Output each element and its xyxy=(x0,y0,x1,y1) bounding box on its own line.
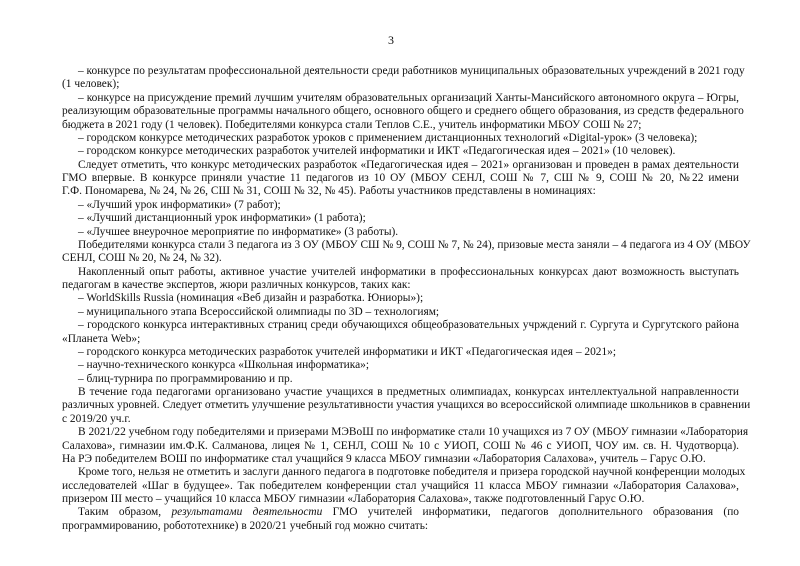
text-segment: ГМО учителей информатики, педагогов дополнительного образования (по xyxy=(322,506,739,519)
paragraph xyxy=(62,212,739,225)
text-segment: Таким образом, xyxy=(78,506,172,519)
document-body xyxy=(62,65,751,533)
text-segment: Кроме того, нельзя не отметить и заслуги данного педагога в подготовке победителя и призера городской научной конференции молодых xyxy=(78,466,746,479)
paragraph xyxy=(62,346,739,359)
text-line xyxy=(62,212,739,225)
text-line xyxy=(62,453,739,466)
text-segment: ГМО впервые. В конкурсе приняли участие 11 педагогов из 10 ОУ (МБОУ СЕНЛ, СОШ № 7, СШ № 9, СОШ № 20, №22 имени xyxy=(62,172,739,184)
text-line xyxy=(62,480,739,493)
text-line xyxy=(62,199,739,212)
text-line xyxy=(62,185,739,198)
text-segment: педагогам в качестве экспертов, жюри различных конкурсов, таких как: xyxy=(62,279,411,291)
paragraph xyxy=(62,386,751,426)
text-segment: Победителями конкурса стали 3 педагога из 3 ОУ (МБОУ СШ № 9, СОШ № 7, № 24), призовые места заняли – 4 педагога из 4 ОУ (МБОУ xyxy=(78,238,751,251)
text-segment: – городском конкурсе методических разработок уроков с применением дистанционных технологий «Digital-урок» (3 человека); xyxy=(78,131,698,144)
text-line xyxy=(62,319,739,332)
paragraph xyxy=(62,132,739,145)
text-line xyxy=(62,373,739,386)
text-segment: Следует отметить, что конкурс методических разработок «Педагогическая идея – 2021» организован и проведен в рамах деятельности xyxy=(78,158,739,171)
text-segment: В 2021/22 учебном году победителями и призерами МЭВоШ по информатике стали 10 учащихся из 7 ОУ (МБОУ гимназии «Лаборатория xyxy=(78,426,749,439)
text-segment: «Планета Web»; xyxy=(62,332,141,345)
text-segment: Г.Ф. Пономарева, № 24, № 26, СШ № 31, СОШ № 32, № 45). Работы участников представлены в номинациях: xyxy=(62,185,596,198)
paragraph xyxy=(62,238,751,266)
text-line xyxy=(62,226,739,239)
text-segment: – «Лучший дистанционный урок информатики» (1 работа); xyxy=(78,212,366,225)
text-line xyxy=(62,520,739,533)
text-line xyxy=(62,132,739,145)
paragraph xyxy=(62,506,739,533)
text-line xyxy=(62,359,739,372)
text-line xyxy=(62,252,739,265)
paragraph xyxy=(62,159,739,199)
text-segment: различных уровней. Следует отметить улучшение результативности участия учащихся во всероссийской олимпиаде школьников в сравнении xyxy=(62,399,751,412)
text-line xyxy=(62,159,739,172)
text-segment: исследователей «Шаг в будущее». Так победителем конференции стал учащийся 11 класса МБОУ гимназии «Лаборатория Салахова», xyxy=(62,479,739,492)
text-line xyxy=(62,292,739,305)
italic-text: результатами деятельности xyxy=(171,506,323,519)
text-segment: – «Лучшее внеурочное мероприятие по информатике» (3 работы). xyxy=(78,225,399,238)
text-line xyxy=(62,333,739,346)
text-line xyxy=(62,413,739,426)
text-line xyxy=(62,145,739,158)
paragraph xyxy=(62,91,744,132)
text-segment: – городском конкурсе методических разработок учителей информатики и ИКТ «Педагогическая идея – 2021» (10 человек). xyxy=(78,145,676,158)
text-segment: СЕНЛ, СОШ № 20, № 24, № 32). xyxy=(62,252,222,265)
text-segment: – городского конкурса методических разработок учителей информатики и ИКТ «Педагогическая идея – 2021»; xyxy=(78,345,617,358)
text-line xyxy=(62,466,746,479)
text-segment: – муниципального этапа Всероссийской олимпиады по 3D – технологиям; xyxy=(78,305,440,318)
text-line xyxy=(62,346,739,359)
text-line xyxy=(62,493,739,506)
text-segment: с 2019/20 уч.г. xyxy=(62,412,131,425)
text-segment: – «Лучший урок информатики» (7 работ); xyxy=(78,198,281,211)
paragraph xyxy=(62,466,746,506)
paragraph xyxy=(62,359,739,372)
text-segment: – конкурсе по результатам профессиональной деятельности среди работников муниципальных образовательных учреждений в 2021 году xyxy=(78,65,745,77)
text-line xyxy=(62,440,739,453)
text-segment: – городского конкурса интерактивных страниц среди обучающихся общеобразовательных учрждений г. Сургута и Сургутского района xyxy=(78,319,739,332)
text-segment: (1 человек); xyxy=(62,78,120,91)
text-segment: На РЭ победителем ВОШ по информатике стал учащийся 9 класса МБОУ гимназии «Лаборатория Салахова», учитель – Гарус О.Ю. xyxy=(62,452,706,465)
text-line xyxy=(62,506,739,519)
paragraph xyxy=(62,426,749,466)
text-line xyxy=(62,78,739,91)
text-line xyxy=(62,279,739,292)
page-number: 3 xyxy=(388,33,394,47)
text-line xyxy=(62,238,751,252)
text-line xyxy=(62,92,739,105)
text-segment: Накопленный опыт работы, активное участие учителей информатики в профессиональных конкурсах дают возможность выступать xyxy=(78,265,739,278)
text-line xyxy=(62,119,739,132)
text-segment: программированию, робототехнике) в 2020/21 учебный год можно считать: xyxy=(62,519,429,532)
paragraph xyxy=(62,292,739,305)
text-segment: В течение года педагогами организовано участие учащихся в предметных олимпиадах, конкурсах интеллектуальной направленности xyxy=(78,386,739,398)
paragraph xyxy=(62,266,739,293)
text-segment: реализующим образовательные программы начального общего, основного общего и среднего общего образования, из средств федерального xyxy=(62,105,744,118)
text-segment: – конкурсе на присуждение премий лучшим учителям образовательных организаций Ханты-Мансийского автономного округа – Югры, xyxy=(78,91,739,104)
paragraph xyxy=(62,319,739,346)
text-line xyxy=(62,266,739,279)
text-line xyxy=(62,306,739,319)
text-line xyxy=(62,399,751,412)
paragraph xyxy=(62,65,745,92)
text-line xyxy=(62,105,744,118)
text-segment: – WorldSkills Russia (номинация «Веб дизайн и разработка. Юниоры»); xyxy=(78,292,424,305)
paragraph xyxy=(62,226,739,239)
paragraph xyxy=(62,373,739,386)
text-segment: – блиц-турнира по программированию и пр. xyxy=(78,372,293,385)
text-segment: бюджета в 2021 году (1 человек). Победителями конкурса стали Теплов С.Е., учитель информатики МБОУ СОШ № 27; xyxy=(62,118,642,131)
text-segment: призером III место – учащийся 10 класса МБОУ гимназии «Лаборатория Салахова», также подготовленный Гарус О.Ю. xyxy=(62,493,645,505)
text-segment: Салахова», гимназии им.Ф.К. Салманова, лицея № 1, СЕНЛ, СОШ № 10 с УИОП, СОШ № 46 с УИОП, ЧОУ им. св. Н. Чудотворца). xyxy=(62,439,739,452)
paragraph xyxy=(62,145,739,158)
paragraph xyxy=(62,199,739,212)
text-line xyxy=(62,386,739,399)
text-line xyxy=(62,172,739,185)
text-segment: – научно-технического конкурса «Школьная информатика»; xyxy=(78,359,370,372)
text-line xyxy=(62,65,745,78)
paragraph xyxy=(62,306,739,319)
text-line xyxy=(62,426,749,439)
